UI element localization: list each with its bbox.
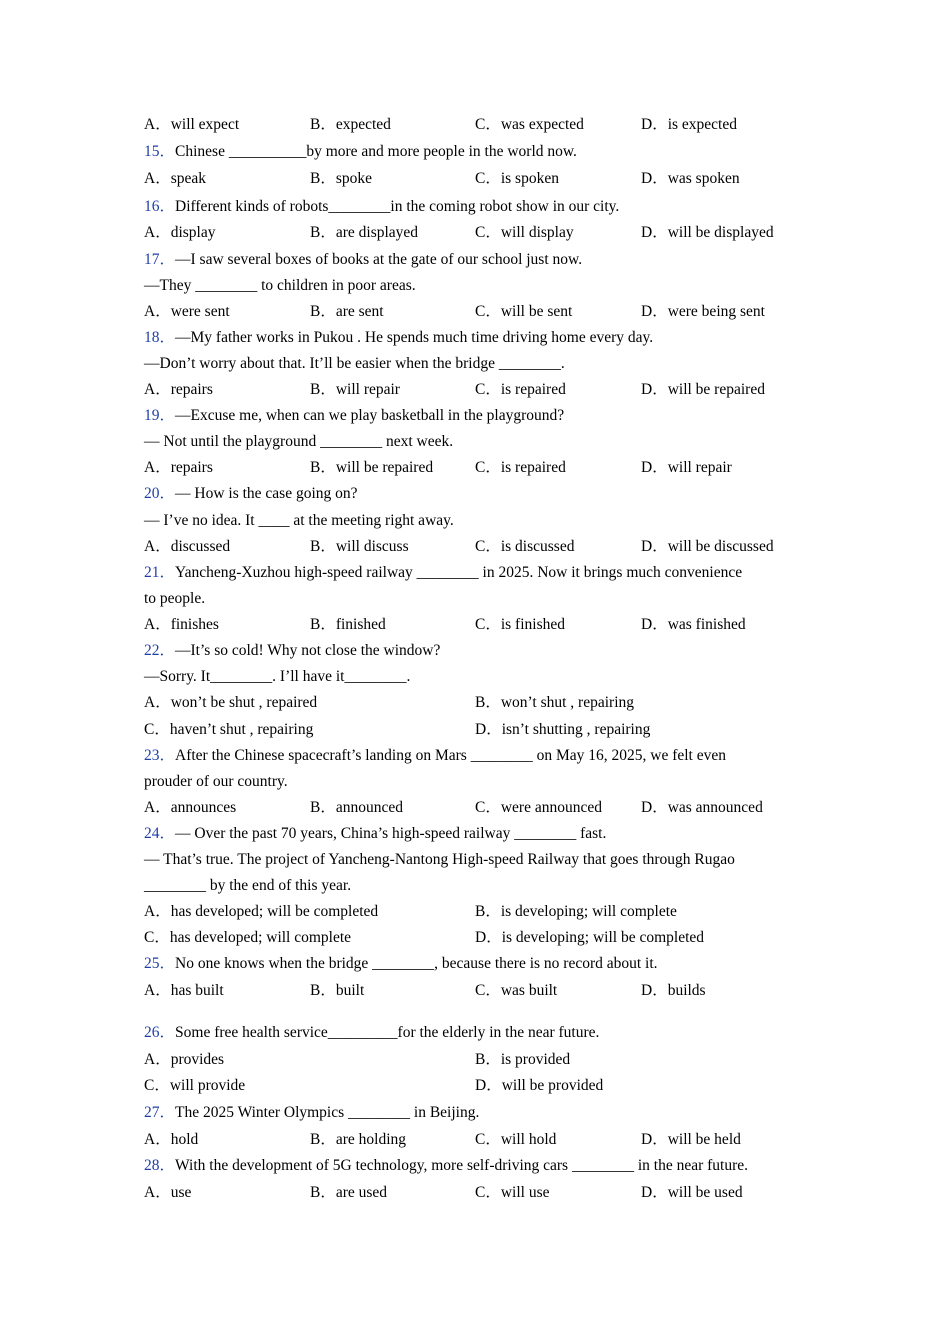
- question-line: [144, 1155, 748, 1177]
- question-continuation: — I’ve no idea. It ____ at the meeting right away.: [144, 512, 454, 529]
- question-text: The 2025 Winter Olympics ________ in Beijing.: [175, 1104, 480, 1121]
- question-text: —Excuse me, when can we play basketball in the playground?: [175, 407, 565, 424]
- question-text: With the development of 5G technology, more self-driving cars ________ in the near future.: [175, 1157, 749, 1174]
- question-line: [144, 1022, 599, 1044]
- question-number: 19．: [144, 407, 176, 424]
- question-text: Different kinds of robots________in the coming robot show in our city.: [175, 198, 620, 215]
- question-number: 20．: [144, 485, 176, 502]
- option-d: D．will be displayed: [641, 224, 774, 241]
- option-a: A．provides: [144, 1051, 225, 1068]
- option-d: D．will be held: [641, 1131, 741, 1148]
- option-c: C．were announced: [475, 799, 602, 816]
- option-c: C．is spoken: [475, 170, 559, 187]
- question-line: [144, 1102, 479, 1124]
- question-continuation: —They ________ to children in poor areas.: [144, 277, 416, 294]
- option-d: D．were being sent: [641, 303, 765, 320]
- question-text: Some free health service_________for the elderly in the near future.: [175, 1024, 600, 1041]
- question-text: Chinese __________by more and more people in the world now.: [175, 143, 577, 160]
- option-a: A．hold: [144, 1131, 199, 1148]
- question-text: No one knows when the bridge ________, because there is no record about it.: [175, 955, 658, 972]
- option-b: B．built: [310, 982, 365, 999]
- question-line: [144, 953, 658, 975]
- option-b: B．will repair: [310, 381, 400, 398]
- question-number: 26．: [144, 1024, 176, 1041]
- option-b: B．finished: [310, 616, 386, 633]
- option-c: C．will hold: [475, 1131, 557, 1148]
- question-number: 28．: [144, 1157, 176, 1174]
- question-line: [144, 745, 726, 767]
- option-d: D．isn’t shutting , repairing: [475, 721, 651, 738]
- option-c: C．has developed; will complete: [144, 929, 352, 946]
- option-a: A．display: [144, 224, 216, 241]
- question-number: 16．: [144, 198, 176, 215]
- question-line: [144, 327, 653, 349]
- option-b: B．will be repaired: [310, 459, 434, 476]
- option-b: B．are used: [310, 1184, 388, 1201]
- question-continuation: ________ by the end of this year.: [144, 877, 352, 894]
- question-number: 15．: [144, 143, 176, 160]
- question-number: 25．: [144, 955, 176, 972]
- option-a: A．repairs: [144, 381, 213, 398]
- option-c: C．will use: [475, 1184, 550, 1201]
- option-a: A．has built: [144, 982, 224, 999]
- question-line: [144, 823, 606, 845]
- option-d: D．will be provided: [475, 1077, 604, 1094]
- option-d: D．was announced: [641, 799, 763, 816]
- question-text: Yancheng-Xuzhou high-speed railway ________ in 2025. Now it brings much convenience: [175, 564, 743, 581]
- option-a: A．will expect: [144, 116, 240, 133]
- option-d: D．will be discussed: [641, 538, 774, 555]
- option-b: B．expected: [310, 116, 391, 133]
- question-text: — How is the case going on?: [175, 485, 358, 502]
- question-text: — Over the past 70 years, China’s high-speed railway ________ fast.: [175, 825, 607, 842]
- option-c: C．is finished: [475, 616, 565, 633]
- option-c: C．was expected: [475, 116, 584, 133]
- question-line: [144, 196, 619, 218]
- option-a: A．use: [144, 1184, 192, 1201]
- question-line: [144, 483, 358, 505]
- option-d: D．will be used: [641, 1184, 743, 1201]
- option-d: D．is expected: [641, 116, 737, 133]
- option-b: B．is developing; will complete: [475, 903, 677, 920]
- option-c: C．was built: [475, 982, 558, 999]
- option-b: B．spoke: [310, 170, 373, 187]
- option-b: B．will discuss: [310, 538, 409, 555]
- option-a: A．announces: [144, 799, 237, 816]
- option-b: B．is provided: [475, 1051, 571, 1068]
- option-a: A．speak: [144, 170, 206, 187]
- question-continuation: —Sorry. It________. I’ll have it________.: [144, 668, 411, 685]
- option-d: D．will be repaired: [641, 381, 765, 398]
- option-d: D．builds: [641, 982, 706, 999]
- option-c: C．will provide: [144, 1077, 246, 1094]
- option-b: B．are sent: [310, 303, 384, 320]
- option-c: C．is repaired: [475, 381, 566, 398]
- question-continuation: — Not until the playground ________ next week.: [144, 433, 454, 450]
- option-a: A．discussed: [144, 538, 231, 555]
- option-c: C．haven’t shut , repairing: [144, 721, 314, 738]
- question-line: [144, 640, 440, 662]
- question-line: [144, 141, 577, 163]
- option-a: A．repairs: [144, 459, 213, 476]
- question-text: After the Chinese spacecraft’s landing on Mars ________ on May 16, 2025, we felt even: [175, 747, 726, 764]
- question-line: [144, 562, 742, 584]
- option-b: B．announced: [310, 799, 403, 816]
- option-c: C．will display: [475, 224, 574, 241]
- question-line: [144, 405, 564, 427]
- question-number: 17．: [144, 251, 176, 268]
- question-number: 22．: [144, 642, 176, 659]
- option-b: B．are displayed: [310, 224, 419, 241]
- option-b: B．are holding: [310, 1131, 406, 1148]
- option-a: A．were sent: [144, 303, 230, 320]
- option-d: D．was finished: [641, 616, 746, 633]
- question-text: —It’s so cold! Why not close the window?: [175, 642, 441, 659]
- option-a: A．won’t be shut , repaired: [144, 694, 318, 711]
- question-line: [144, 249, 582, 271]
- question-number: 21．: [144, 564, 176, 581]
- option-c: C．will be sent: [475, 303, 573, 320]
- option-d: D．will repair: [641, 459, 732, 476]
- question-number: 18．: [144, 329, 176, 346]
- option-d: D．is developing; will be completed: [475, 929, 705, 946]
- question-text: —I saw several boxes of books at the gate of our school just now.: [175, 251, 583, 268]
- option-d: D．was spoken: [641, 170, 740, 187]
- option-c: C．is repaired: [475, 459, 566, 476]
- question-number: 23．: [144, 747, 176, 764]
- option-c: C．is discussed: [475, 538, 575, 555]
- option-a: A．finishes: [144, 616, 219, 633]
- question-continuation: prouder of our country.: [144, 773, 288, 790]
- question-continuation: —Don’t worry about that. It’ll be easier when the bridge ________.: [144, 355, 565, 372]
- question-continuation: — That’s true. The project of Yancheng-Nantong High-speed Railway that goes through Rugao: [144, 851, 735, 868]
- question-text: —My father works in Pukou . He spends much time driving home every day.: [175, 329, 654, 346]
- question-number: 24．: [144, 825, 176, 842]
- question-continuation: to people.: [144, 590, 206, 607]
- option-b: B．won’t shut , repairing: [475, 694, 635, 711]
- option-a: A．has developed; will be completed: [144, 903, 379, 920]
- question-number: 27．: [144, 1104, 176, 1121]
